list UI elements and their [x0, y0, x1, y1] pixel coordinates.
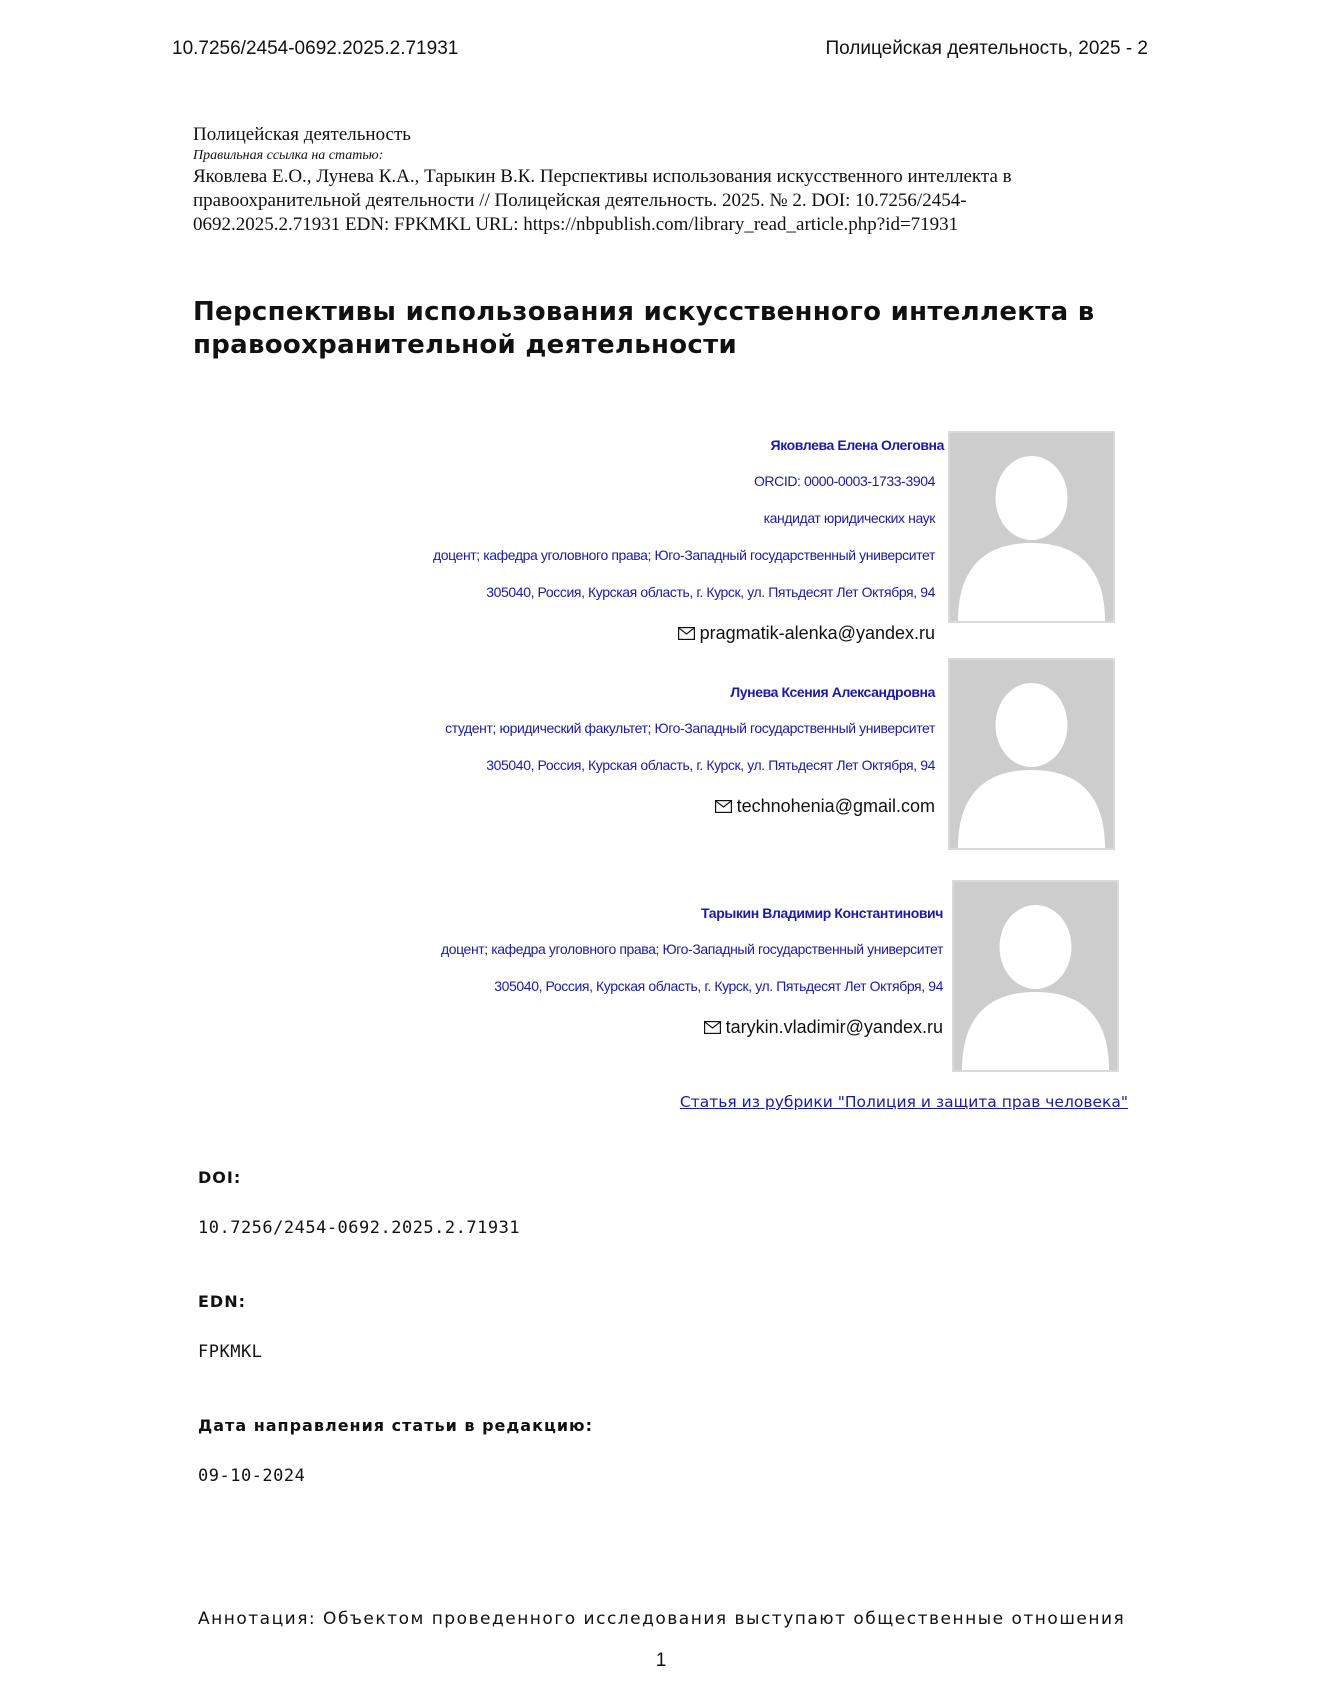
author-position: доцент; кафедра уголовного права; Юго-Западный государственный университет [432, 547, 935, 563]
running-header-journal: Полицейская деятельность, 2025 - 2 [825, 38, 1148, 59]
abstract-text: Аннотация: Объектом проведенного исследования выступают общественные отношения [198, 1609, 1126, 1629]
citation-journal: Полицейская деятельность [193, 124, 411, 145]
citation-label: Правильная ссылка на статью: [193, 148, 384, 163]
citation-text: Яковлева Е.О., Лунева К.А., Тарыкин В.К. Перспективы использования искусственного интеллекта в правоохранительной деятельности // Полицейская деятельность. 2025. № 2. DOI: 10.7256/2454-0692.2025.2.71931 EDN: FPKMKL URL: https://nbpublish.com/library_read_article.php?id=71931 [193, 166, 1012, 235]
running-header-doi: 10.7256/2454-0692.2025.2.71931 [172, 38, 459, 59]
author-photo-1 [948, 431, 1115, 623]
envelope-icon [715, 797, 732, 818]
citation-block [193, 123, 1073, 237]
avatar-placeholder [954, 882, 1117, 1070]
author-address: 305040, Россия, Курская область, г. Курск, ул. Пятьдесят Лет Октября, 94 [486, 757, 935, 773]
author-email-line [678, 623, 935, 645]
avatar-placeholder [950, 660, 1113, 848]
doi-label: DOI: [198, 1168, 242, 1187]
abstract-cut-line [198, 1609, 1128, 1629]
submission-date-label: Дата направления статьи в редакцию: [198, 1416, 593, 1435]
author-position: доцент; кафедра уголовного права; Юго-Западный государственный университет [440, 941, 943, 957]
author-email-line [715, 796, 935, 818]
author-email-line [704, 1017, 943, 1039]
author-card-2 [235, 680, 935, 840]
author-name: Лунева Ксения Александровна [730, 684, 935, 700]
author-email[interactable]: technohenia@gmail.com [736, 796, 935, 816]
author-name: Яковлева Елена Олеговна [770, 437, 944, 453]
author-photo-3 [952, 880, 1119, 1072]
author-name: Тарыкин Владимир Константинович [701, 905, 943, 921]
submission-date-value: 09-10-2024 [198, 1466, 306, 1486]
author-address: 305040, Россия, Курская область, г. Курск, ул. Пятьдесят Лет Октября, 94 [486, 584, 935, 600]
author-photo-2 [948, 658, 1115, 850]
avatar-placeholder [950, 433, 1113, 621]
author-email[interactable]: pragmatik-alenka@yandex.ru [699, 623, 935, 643]
author-card-1 [235, 433, 944, 648]
edn-label: EDN: [198, 1292, 246, 1311]
author-address: 305040, Россия, Курская область, г. Курск, ул. Пятьдесят Лет Октября, 94 [494, 978, 943, 994]
article-title: Перспективы использования искусственного интеллекта в правоохранительной деятельности [193, 297, 1095, 360]
rubric-link[interactable]: Статья из рубрики "Полиция и защита прав человека" [679, 1093, 1128, 1111]
author-orcid: ORCID: 0000-0003-1733-3904 [753, 473, 935, 489]
author-email[interactable]: tarykin.vladimir@yandex.ru [725, 1017, 943, 1037]
page-number: 1 [655, 1650, 667, 1671]
author-position: студент; юридический факультет; Юго-Западный государственный университет [445, 720, 935, 736]
envelope-icon [704, 1018, 721, 1039]
author-degree: кандидат юридических наук [763, 510, 935, 526]
envelope-icon [678, 624, 695, 645]
doi-value: 10.7256/2454-0692.2025.2.71931 [198, 1218, 521, 1238]
author-card-3 [243, 901, 943, 1061]
edn-value: FPKMKL [198, 1342, 263, 1362]
